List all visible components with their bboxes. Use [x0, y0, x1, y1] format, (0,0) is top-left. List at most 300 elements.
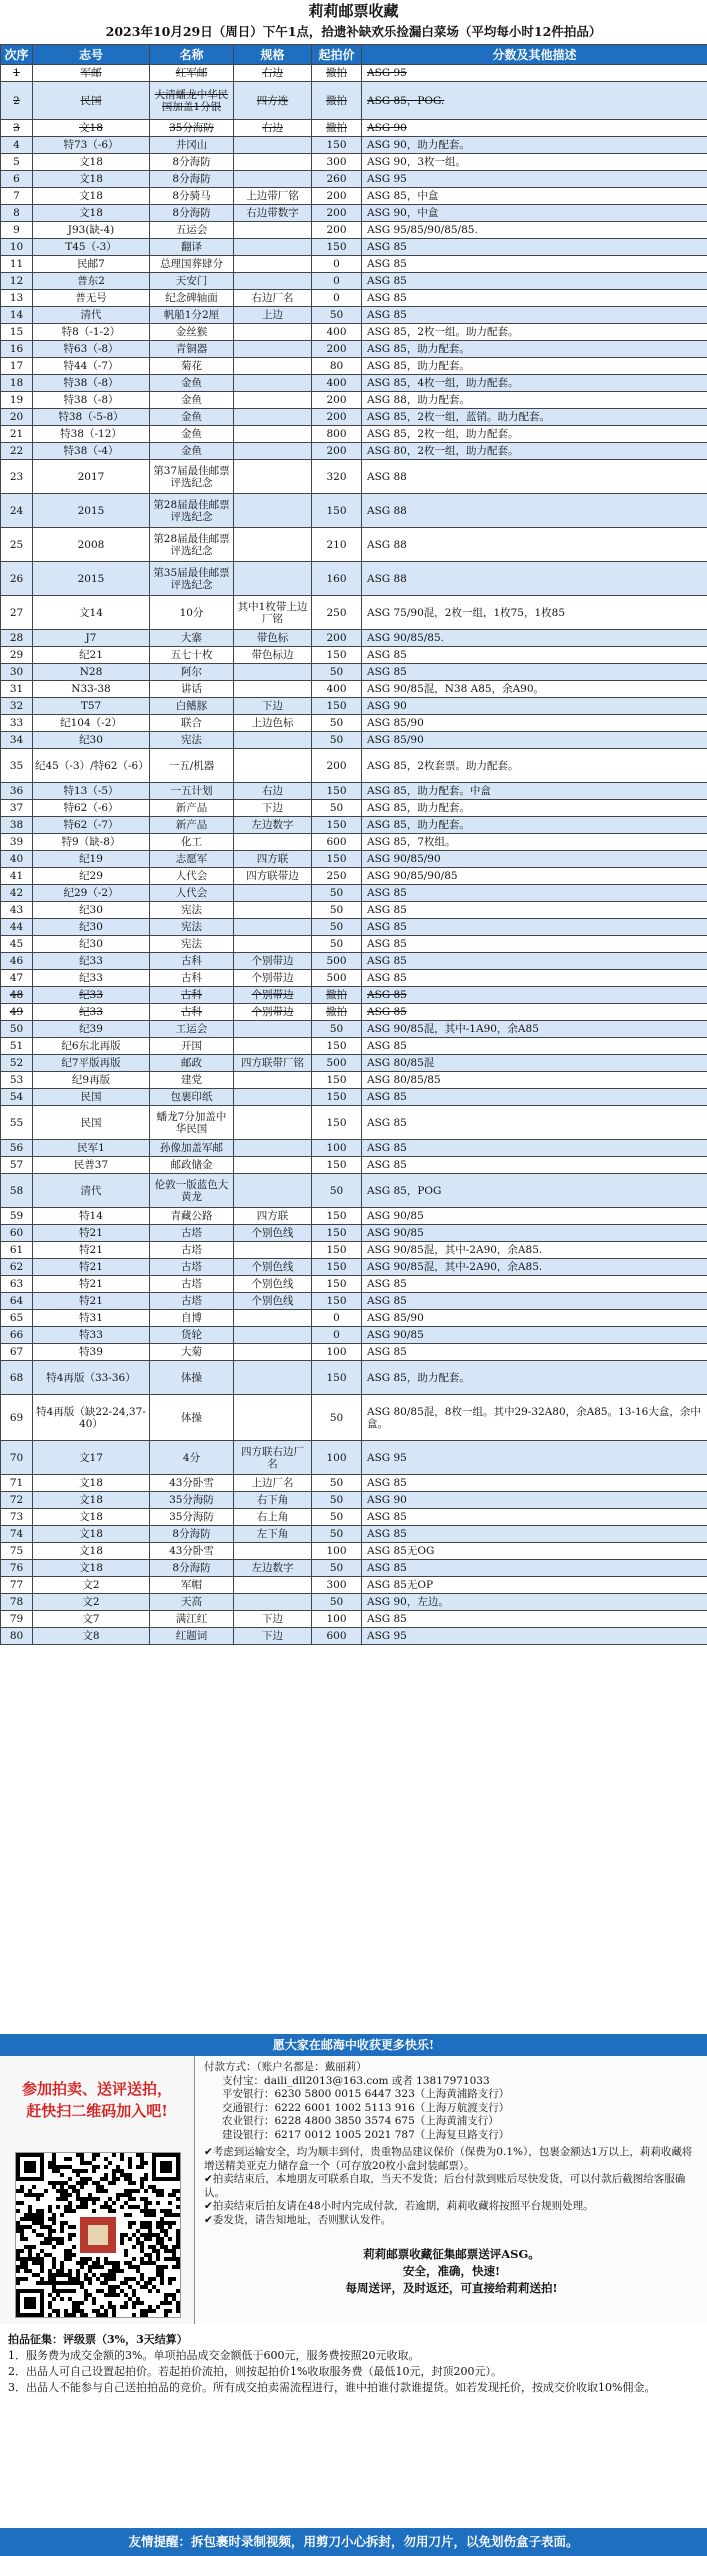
stamp-name: 第28届最佳邮票评选纪念: [150, 528, 234, 562]
format: 个别带边: [234, 953, 312, 970]
format: [234, 902, 312, 919]
table-row: [1, 902, 707, 919]
description: ASG 85: [362, 647, 707, 664]
start-price: 500: [312, 953, 362, 970]
start-price: 200: [312, 443, 362, 460]
table-row: [1, 1395, 707, 1441]
description: ASG 85，助力配套。中盒: [362, 783, 707, 800]
stamp-code: 民军1: [33, 1140, 150, 1157]
stamp-code: 清代: [33, 1174, 150, 1208]
format: [234, 732, 312, 749]
stamp-code: 纪30: [33, 902, 150, 919]
description: ASG 95/85/90/85/85.: [362, 222, 707, 239]
start-price: 100: [312, 1611, 362, 1628]
format: 个别色线: [234, 1276, 312, 1293]
stamp-code: 纪39: [33, 1021, 150, 1038]
stamp-name: 第28届最佳邮票评选纪念: [150, 494, 234, 528]
description: ASG 88: [362, 562, 707, 596]
stamp-name: 天安门: [150, 273, 234, 290]
table-row: [1, 851, 707, 868]
stamp-name: 金鱼: [150, 426, 234, 443]
stamp-name: 宪法: [150, 902, 234, 919]
stamp-code: 文18: [33, 1543, 150, 1560]
start-price: 200: [312, 409, 362, 426]
lot-number: 2: [1, 82, 33, 120]
column-header: 次序: [1, 45, 33, 65]
lot-number: 8: [1, 205, 33, 222]
table-row: [1, 409, 707, 426]
stamp-code: 文18: [33, 1475, 150, 1492]
stamp-code: 特38（-8）: [33, 392, 150, 409]
stamp-name: 工运会: [150, 1021, 234, 1038]
start-price: 50: [312, 1395, 362, 1441]
closing-line: 安全，准确，快速!: [402, 2264, 501, 2278]
start-price: 260: [312, 171, 362, 188]
stamp-name: 天高: [150, 1594, 234, 1611]
start-price: 200: [312, 630, 362, 647]
description: ASG 85，助力配套。: [362, 358, 707, 375]
start-price: 200: [312, 749, 362, 783]
table-row: [1, 1072, 707, 1089]
start-price: 50: [312, 307, 362, 324]
stamp-code: 文18: [33, 154, 150, 171]
stamp-code: 文8: [33, 1628, 150, 1645]
stamp-code: 特13（-5）: [33, 783, 150, 800]
lot-number: 28: [1, 630, 33, 647]
table-row: [1, 188, 707, 205]
lot-number: 56: [1, 1140, 33, 1157]
stamp-name: 8分海防: [150, 171, 234, 188]
format: [234, 919, 312, 936]
start-price: 150: [312, 1259, 362, 1276]
stamp-code: 特21: [33, 1259, 150, 1276]
stamp-code: 文18: [33, 1526, 150, 1543]
table-row: [1, 528, 707, 562]
slogan-line: 赶快扫二维码加入吧!: [26, 2102, 168, 2120]
stamp-name: 金鱼: [150, 392, 234, 409]
format: 四方联带厂铭: [234, 1055, 312, 1072]
start-price: 150: [312, 1242, 362, 1259]
format: [234, 528, 312, 562]
stamp-name: 红军邮: [150, 65, 234, 82]
start-price: 400: [312, 324, 362, 341]
rule-item: 1．服务费为成交金额的3%。单项拍品成交金额低于600元，服务费按照20元收取。: [8, 2349, 420, 2362]
table-row: [1, 596, 707, 630]
stamp-name: 伦敦一版蓝色大黄龙: [150, 1174, 234, 1208]
lot-number: 46: [1, 953, 33, 970]
stamp-name: 开国: [150, 1038, 234, 1055]
stamp-code: 纪29: [33, 868, 150, 885]
description: ASG 85无OG: [362, 1543, 707, 1560]
rules-title: 拍品征集：评级票（3%，3天结算）: [8, 2333, 188, 2346]
format: [234, 834, 312, 851]
lot-number: 14: [1, 307, 33, 324]
qr-code-icon[interactable]: [15, 2152, 181, 2318]
stamp-code: 纪33: [33, 953, 150, 970]
description: ASG 85: [362, 1560, 707, 1577]
format: 右边: [234, 783, 312, 800]
format: [234, 1361, 312, 1395]
table-row: [1, 1293, 707, 1310]
stamp-code: 特21: [33, 1276, 150, 1293]
description: ASG 85，4枚一组，助力配套。: [362, 375, 707, 392]
description: ASG 95: [362, 65, 707, 82]
start-price: 撤拍: [312, 987, 362, 1004]
stamp-name: 大菊: [150, 1344, 234, 1361]
stamp-name: 10分: [150, 596, 234, 630]
stamp-name: 军帽: [150, 1577, 234, 1594]
stamp-code: 文18: [33, 1560, 150, 1577]
stamp-name: 金鱼: [150, 409, 234, 426]
format: [234, 171, 312, 188]
lot-number: 53: [1, 1072, 33, 1089]
lot-number: 71: [1, 1475, 33, 1492]
stamp-name: 帆船1分2厘: [150, 307, 234, 324]
lot-number: 30: [1, 664, 33, 681]
description: ASG 85/90: [362, 715, 707, 732]
stamp-code: 纪104（-2）: [33, 715, 150, 732]
table-row: [1, 65, 707, 82]
format: [234, 1021, 312, 1038]
table-row: [1, 205, 707, 222]
start-price: 撤拍: [312, 82, 362, 120]
table-row: [1, 1021, 707, 1038]
format: [234, 1577, 312, 1594]
description: ASG 85/90: [362, 732, 707, 749]
lot-number: 44: [1, 919, 33, 936]
stamp-code: 民邮7: [33, 256, 150, 273]
note-item: ✔拍卖结束后，本地朋友可联系自取，当天不发货；后台付款到账后尽快发货，可以付款后截图给客服确认。: [204, 2173, 686, 2199]
stamp-code: 文14: [33, 596, 150, 630]
stamp-code: 2015: [33, 494, 150, 528]
table-row: [1, 324, 707, 341]
notes-list: [204, 2146, 699, 2227]
auction-subtitle: 2023年10月29日（周日）下午1点，拾遗补缺欢乐捡漏白菜场（平均每小时12件拍品）: [105, 24, 602, 39]
stamp-name: 43分卧雪: [150, 1543, 234, 1560]
note-item: ✔考虑到运输安全，均为顺丰到付，贵重物品建议保价（保费为0.1%），包裹金额达1万以上，莉莉收藏将增送精美亚克力储存盒一个（可存放20枚小盒封装邮票）。: [204, 2146, 693, 2172]
description: ASG 85: [362, 1293, 707, 1310]
stamp-code: J93(缺-4): [33, 222, 150, 239]
start-price: 100: [312, 1344, 362, 1361]
format: [234, 1310, 312, 1327]
lot-number: 67: [1, 1344, 33, 1361]
description: ASG 85: [362, 1004, 707, 1021]
lot-number: 64: [1, 1293, 33, 1310]
lot-number: 37: [1, 800, 33, 817]
format: [234, 1344, 312, 1361]
lot-number: 55: [1, 1106, 33, 1140]
start-price: 50: [312, 936, 362, 953]
lot-number: 43: [1, 902, 33, 919]
description: ASG 88: [362, 460, 707, 494]
table-row: [1, 256, 707, 273]
table-row: [1, 885, 707, 902]
start-price: 撤拍: [312, 120, 362, 137]
table-row: [1, 1089, 707, 1106]
lot-number: 65: [1, 1310, 33, 1327]
stamp-name: 大寨: [150, 630, 234, 647]
description: ASG 80/85/85: [362, 1072, 707, 1089]
stamp-name: 古塔: [150, 1225, 234, 1242]
stamp-code: 特9（缺-8）: [33, 834, 150, 851]
description: ASG 90/85: [362, 1208, 707, 1225]
description: ASG 90/85: [362, 1327, 707, 1344]
stamp-name: 古科: [150, 953, 234, 970]
bank-line: 农业银行：6228 4800 3850 3574 675（上海黄浦支行）: [222, 2115, 499, 2127]
start-price: 210: [312, 528, 362, 562]
start-price: 150: [312, 1276, 362, 1293]
description: ASG 95: [362, 1628, 707, 1645]
table-row: [1, 749, 707, 783]
stamp-code: 文18: [33, 1492, 150, 1509]
format: 个别色线: [234, 1293, 312, 1310]
lot-number: 23: [1, 460, 33, 494]
stamp-code: 文18: [33, 120, 150, 137]
description: ASG 90/85混，其中-2A90，余A85.: [362, 1242, 707, 1259]
table-row: [1, 1157, 707, 1174]
lot-number: 1: [1, 65, 33, 82]
table-row: [1, 1310, 707, 1327]
stamp-name: 青藏公路: [150, 1208, 234, 1225]
format: 右边厂名: [234, 290, 312, 307]
stamp-code: N33-38: [33, 681, 150, 698]
stamp-name: 35分海防: [150, 1492, 234, 1509]
start-price: 200: [312, 188, 362, 205]
stamp-code: 特21: [33, 1293, 150, 1310]
rule-item: 2．出品人可自己设置起拍价。若起拍价流拍，则按起拍价1%收取服务费（最低10元，封顶200元）。: [8, 2365, 502, 2378]
start-price: 0: [312, 290, 362, 307]
description: ASG 90/85混，其中-1A90，余A85: [362, 1021, 707, 1038]
start-price: 50: [312, 1021, 362, 1038]
stamp-name: 翻译: [150, 239, 234, 256]
description: ASG 85，助力配套。: [362, 817, 707, 834]
start-price: 400: [312, 375, 362, 392]
stamp-name: 五运会: [150, 222, 234, 239]
start-price: 300: [312, 1577, 362, 1594]
start-price: 50: [312, 902, 362, 919]
stamp-name: 一五计划: [150, 783, 234, 800]
column-header: 起拍价: [312, 45, 362, 65]
stamp-code: 纪9再版: [33, 1072, 150, 1089]
table-row: [1, 1475, 707, 1492]
lot-number: 16: [1, 341, 33, 358]
table-row: [1, 1361, 707, 1395]
start-price: 250: [312, 868, 362, 885]
stamp-code: 普东2: [33, 273, 150, 290]
lot-number: 80: [1, 1628, 33, 1645]
table-row: [1, 1526, 707, 1543]
format: [234, 1174, 312, 1208]
table-row: [1, 953, 707, 970]
stamp-name: 大清蟠龙中华民国加盖1分银: [150, 82, 234, 120]
description: ASG 90，助力配套。: [362, 137, 707, 154]
banner: 愿大家在邮海中收获更多快乐!: [0, 2034, 707, 2056]
start-price: 320: [312, 460, 362, 494]
format: 个别带边: [234, 1004, 312, 1021]
format: [234, 1395, 312, 1441]
description: ASG 90/85/90/85: [362, 868, 707, 885]
description: ASG 90，中盒: [362, 205, 707, 222]
lot-number: 76: [1, 1560, 33, 1577]
stamp-code: 民国: [33, 1106, 150, 1140]
table-row: [1, 1106, 707, 1140]
description: ASG 85: [362, 1509, 707, 1526]
stamp-name: 菊花: [150, 358, 234, 375]
table-row: [1, 1594, 707, 1611]
format: 带色标边: [234, 647, 312, 664]
stamp-name: 古科: [150, 987, 234, 1004]
table-row: [1, 1344, 707, 1361]
stamp-code: 纪21: [33, 647, 150, 664]
table-row: [1, 222, 707, 239]
start-price: 0: [312, 273, 362, 290]
stamp-name: 联合: [150, 715, 234, 732]
table-row: [1, 562, 707, 596]
start-price: 600: [312, 1628, 362, 1645]
table-row: [1, 1208, 707, 1225]
lot-number: 60: [1, 1225, 33, 1242]
lot-number: 58: [1, 1174, 33, 1208]
table-row: [1, 800, 707, 817]
lot-number: 54: [1, 1089, 33, 1106]
table-row: [1, 1242, 707, 1259]
start-price: 50: [312, 1174, 362, 1208]
column-header: 志号: [33, 45, 150, 65]
start-price: 撤拍: [312, 65, 362, 82]
table-row: [1, 426, 707, 443]
stamp-code: 纪30: [33, 732, 150, 749]
stamp-name: 8分海防: [150, 154, 234, 171]
table-row: [1, 82, 707, 120]
stamp-code: 特38（-5-8）: [33, 409, 150, 426]
lot-number: 45: [1, 936, 33, 953]
format: 右边: [234, 65, 312, 82]
start-price: 50: [312, 732, 362, 749]
stamp-name: 五七十枚: [150, 647, 234, 664]
stamp-code: 军邮: [33, 65, 150, 82]
lot-number: 72: [1, 1492, 33, 1509]
table-row: [1, 1628, 707, 1645]
stamp-code: 纪33: [33, 987, 150, 1004]
table-row: [1, 1038, 707, 1055]
lot-number: 79: [1, 1611, 33, 1628]
format: [234, 1089, 312, 1106]
start-price: 500: [312, 970, 362, 987]
description: ASG 85，2枚套票。助力配套。: [362, 749, 707, 783]
start-price: 150: [312, 698, 362, 715]
start-price: 50: [312, 664, 362, 681]
format: 上边厂名: [234, 1475, 312, 1492]
description: ASG 85: [362, 1157, 707, 1174]
description: ASG 88: [362, 528, 707, 562]
stamp-code: 特62（-7）: [33, 817, 150, 834]
lot-number: 36: [1, 783, 33, 800]
format: [234, 239, 312, 256]
start-price: 150: [312, 647, 362, 664]
stamp-name: 建党: [150, 1072, 234, 1089]
stamp-name: 35分海防: [150, 120, 234, 137]
start-price: 150: [312, 1361, 362, 1395]
lot-number: 52: [1, 1055, 33, 1072]
start-price: 800: [312, 426, 362, 443]
stamp-name: 志愿军: [150, 851, 234, 868]
description: ASG 90，3枚一组。: [362, 154, 707, 171]
table-row: [1, 630, 707, 647]
table-row: [1, 375, 707, 392]
stamp-name: 总理国葬肆分: [150, 256, 234, 273]
stamp-name: 邮政: [150, 1055, 234, 1072]
start-price: 150: [312, 851, 362, 868]
format: [234, 375, 312, 392]
table-row: [1, 1560, 707, 1577]
stamp-code: 特4再版（缺22-24,37-40）: [33, 1395, 150, 1441]
description: ASG 85: [362, 970, 707, 987]
stamp-name: 43分卧雪: [150, 1475, 234, 1492]
description: ASG 85，助力配套。: [362, 341, 707, 358]
format: [234, 409, 312, 426]
bank-line: 交通银行：6222 6001 1002 5113 916（上海万航渡支行）: [222, 2101, 510, 2114]
table-row: [1, 715, 707, 732]
stamp-name: 纪念碑轴面: [150, 290, 234, 307]
description: ASG 95: [362, 1441, 707, 1475]
stamp-name: 孙像加盖军邮: [150, 1140, 234, 1157]
description: ASG 85: [362, 1611, 707, 1628]
stamp-code: 文18: [33, 171, 150, 188]
stamp-code: 特38（-4）: [33, 443, 150, 460]
lot-number: 63: [1, 1276, 33, 1293]
lot-number: 34: [1, 732, 33, 749]
alipay-line: 支付宝：daili_dll2013@163.com 或者 13817971033: [222, 2074, 490, 2087]
description: ASG 85，POG: [362, 1174, 707, 1208]
lot-number: 70: [1, 1441, 33, 1475]
stamp-code: 特39: [33, 1344, 150, 1361]
bank-line: 建设银行：6217 0012 1005 2021 787（上海复旦路支行）: [222, 2128, 510, 2141]
stamp-code: 2017: [33, 460, 150, 494]
table-row: [1, 392, 707, 409]
lot-number: 3: [1, 120, 33, 137]
stamp-code: 特21: [33, 1225, 150, 1242]
start-price: 200: [312, 392, 362, 409]
stamp-code: 特33: [33, 1327, 150, 1344]
start-price: 600: [312, 834, 362, 851]
start-price: 150: [312, 783, 362, 800]
start-price: 500: [312, 1055, 362, 1072]
table-row: [1, 1492, 707, 1509]
description: ASG 85: [362, 936, 707, 953]
start-price: 0: [312, 1310, 362, 1327]
start-price: 400: [312, 681, 362, 698]
stamp-code: 文18: [33, 205, 150, 222]
stamp-code: 民国: [33, 82, 150, 120]
lot-number: 5: [1, 154, 33, 171]
description: ASG 85，2枚一组，助力配套。: [362, 426, 707, 443]
stamp-name: 宪法: [150, 936, 234, 953]
stamp-name: 一五/机器: [150, 749, 234, 783]
format: [234, 1594, 312, 1611]
stamp-name: 人代会: [150, 885, 234, 902]
start-price: 50: [312, 1492, 362, 1509]
format: [234, 1072, 312, 1089]
stamp-code: 文7: [33, 1611, 150, 1628]
stamp-name: 体操: [150, 1395, 234, 1441]
lot-number: 49: [1, 1004, 33, 1021]
stamp-code: 特73（-6）: [33, 137, 150, 154]
description: ASG 85，助力配套。: [362, 800, 707, 817]
stamp-code: 文18: [33, 1509, 150, 1526]
description: ASG 90/85/90: [362, 851, 707, 868]
lots-table: [0, 44, 707, 1645]
lot-number: 7: [1, 188, 33, 205]
